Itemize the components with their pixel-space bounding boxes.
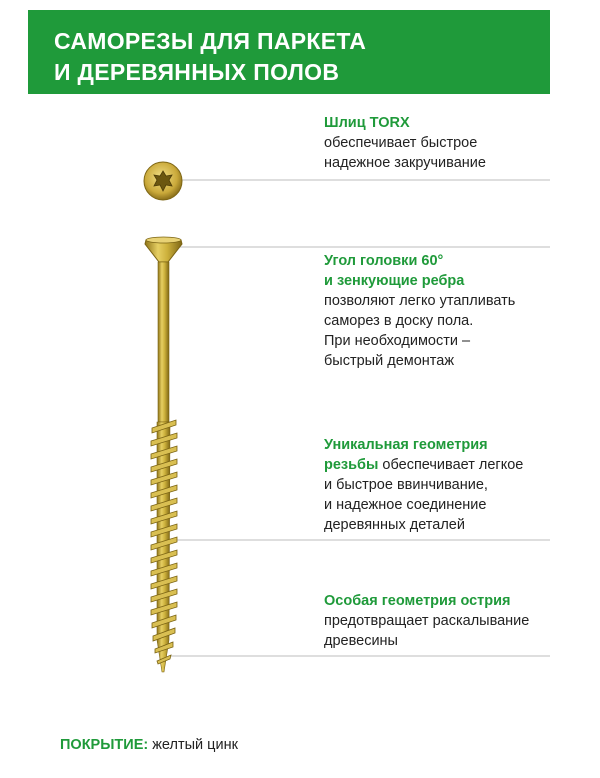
callout-head-angle-heading-2: и зенкующие ребра [324,273,465,289]
callout-torx-text-1: обеспечивает быстрое [324,135,478,151]
callout-torx-heading: Шлиц TORX [324,115,410,131]
callout-tip [324,591,574,651]
callout-head-angle [324,251,574,371]
screw-body [145,237,182,672]
callout-thread-text-1: и быстрое ввинчивание, [324,477,488,493]
callout-tip-heading: Особая геометрия острия [324,593,511,609]
callout-head-angle-text-1: позволяют легко утапливать [324,293,516,309]
callout-torx-text-2: надежное закручивание [324,155,486,171]
callout-head-angle-heading-1: Угол головки 60° [324,253,444,269]
title-line-1: САМОРЕЗЫ ДЛЯ ПАРКЕТА [54,28,367,54]
callout-head-angle-text-3: При необходимости – [324,333,471,349]
callout-head-angle-text-4: быстрый демонтаж [324,353,455,369]
callout-head-angle-text-2: саморез в доску пола. [324,313,474,329]
callout-thread-line-2 [324,455,574,475]
coating-info [60,737,238,753]
coating-value: желтый цинк [148,737,238,753]
callout-tip-text-1: предотвращает раскалывание [324,613,530,629]
callout-thread-text-3: деревянных деталей [324,517,465,533]
callout-thread-text-2: и надежное соединение [324,497,487,513]
torx-head-icon [144,162,182,200]
coating-label: ПОКРЫТИЕ: [60,737,149,753]
callout-thread [324,435,574,535]
callout-thread-heading-2: резьбы [324,457,379,473]
callout-thread-text-rest: обеспечивает легкое [378,457,524,473]
title-line-2: И ДЕРЕВЯННЫХ ПОЛОВ [54,59,340,85]
callout-tip-text-2: древесины [324,633,398,649]
callout-thread-heading-1: Уникальная геометрия [324,437,488,453]
callout-torx [324,113,574,173]
